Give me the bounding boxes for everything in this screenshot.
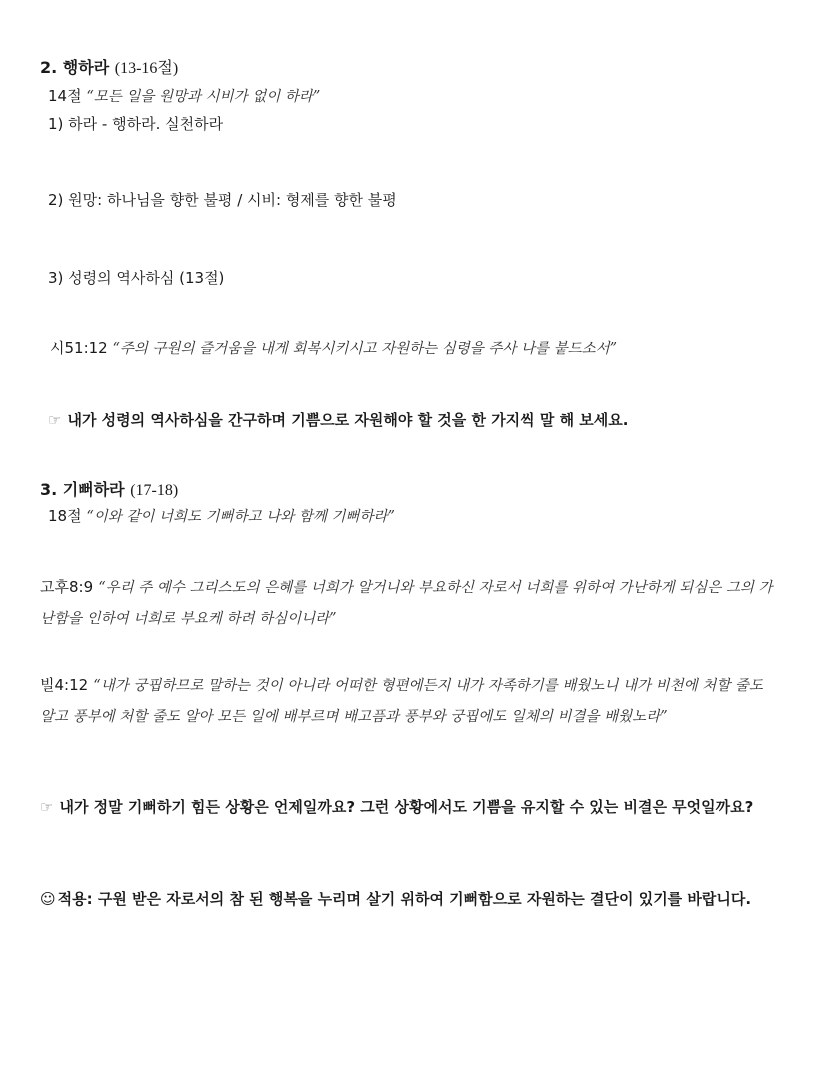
phil-verse <box>40 670 780 732</box>
phil-quote: “내가 궁핍하므로 말하는 것이 아니라 어떠한 형편에든지 내가 자족하기를 배웠노니 내가 비천에 처할 줄도 알고 풍부에 처할 줄도 알아 모든 일에 배부르며 배고픔과 풍부와 궁핍에도 일체의 비결을 배웠노라” <box>40 678 763 725</box>
section2-title: 행하라 <box>62 58 110 77</box>
cor-verse <box>40 572 780 634</box>
section2-question <box>48 410 628 430</box>
phil-ref: 빌4:12 <box>40 676 89 694</box>
section3-verse-ref: 18절 <box>48 507 82 525</box>
section3-number: 3. <box>40 480 58 499</box>
section3-question <box>40 793 780 822</box>
section2-question-text: 내가 성령의 역사하심을 간구하며 기쁨으로 자원해야 할 것을 한 가지씩 말 해 보세요. <box>67 411 629 429</box>
section3-question-text: 내가 정말 기뻐하기 힘든 상황은 언제일까요? 그런 상황에서도 기쁨을 유지할 수 있는 비결은 무엇일까요? <box>59 798 754 816</box>
smiley-icon: ☺ <box>40 890 56 908</box>
section3-verse-quote: “이와 같이 너희도 기뻐하고 나와 함께 기뻐하라” <box>86 509 395 525</box>
section2-point-1: 1) 하라 - 행하라. 실천하라 <box>48 115 224 133</box>
section3-heading <box>40 480 178 501</box>
application <box>40 885 780 914</box>
application-text: 구원 받은 자로서의 참 된 행복을 누리며 살기 위하여 기뻐함으로 자원하는 결단이 있기를 바랍니다. <box>97 890 752 908</box>
cor-ref: 고후8:9 <box>40 578 94 596</box>
pointing-hand-icon: ☞ <box>48 411 62 429</box>
section2-point-3: 3) 성령의 역사하심 (13절) <box>48 269 225 287</box>
psalm-verse <box>50 338 617 359</box>
psalm-quote: “주의 구원의 즐거움을 내게 회복시키시고 자원하는 심령을 주사 나를 붙드소서” <box>112 341 618 357</box>
application-label: 적용: <box>57 890 93 908</box>
section2-verse-quote: “모든 일을 원망과 시비가 없이 하라” <box>86 89 321 105</box>
psalm-ref: 시51:12 <box>50 339 108 357</box>
section2-number: 2. <box>40 58 58 77</box>
section2-verse-ref: 14절 <box>48 87 82 105</box>
section2-point-2: 2) 원망: 하나님을 향한 불평 / 시비: 형제를 향한 불평 <box>48 191 397 209</box>
section3-title: 기뻐하라 <box>62 480 125 499</box>
section3-range: (17-18) <box>130 482 179 499</box>
section2-range: (13-16절) <box>114 60 179 77</box>
section2-heading <box>40 58 178 79</box>
section3-verse <box>48 506 395 527</box>
pointing-hand-icon: ☞ <box>40 798 54 816</box>
cor-quote: “우리 주 예수 그리스도의 은혜를 너희가 알거니와 부요하신 자로서 너희를 위하여 가난하게 되심은 그의 가난함을 인하여 너희로 부요케 하려 하심이니라” <box>40 580 773 627</box>
section2-verse <box>48 86 320 107</box>
